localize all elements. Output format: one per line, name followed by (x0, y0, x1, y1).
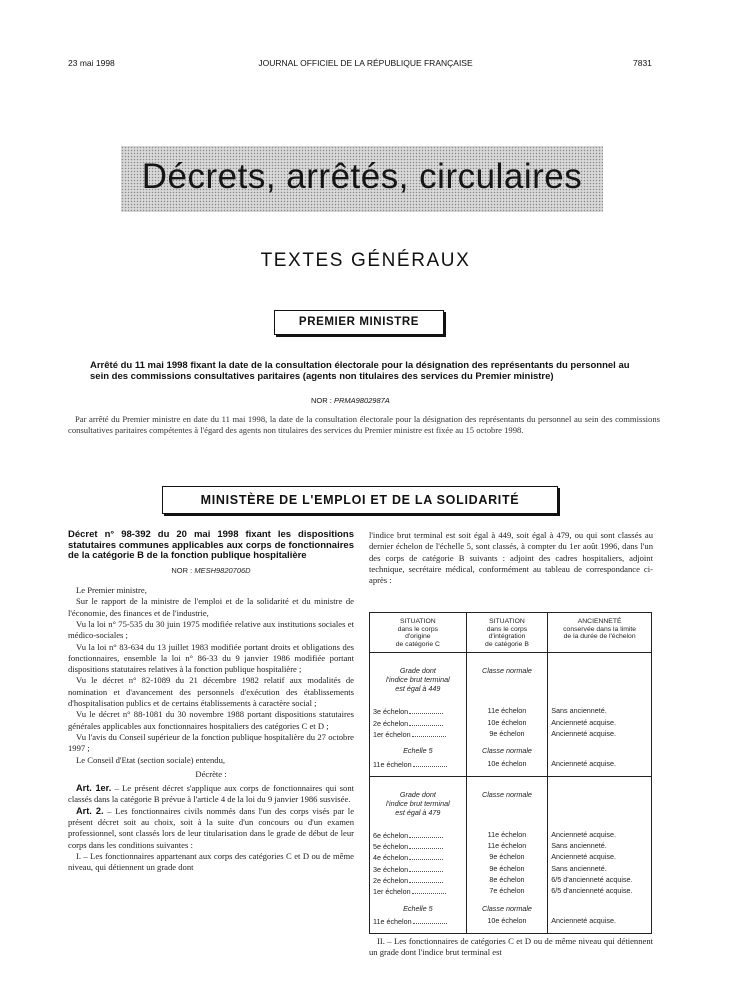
visa-paragraph: Vu la loi n° 83-634 du 13 juillet 1983 modifiée portant droits et obligations des fonctionnaires, ensemble la loi n° 86-33 du 9 janvier 1986 modifiée portant dispositions statutaires relatives à la fonction publique hospitalière ; (68, 641, 354, 675)
article-2-item-1: I. – Les fonctionnaires appartenant aux corps des catégories C et D ou de même niveau, qui détiennent un grade dont (68, 850, 354, 873)
group-subheading: Echelle 5 (370, 898, 467, 914)
article-1-text: – Le présent décret s'applique aux corps de fonctionnaires qui sont classés dans la catégorie B prévue à l'article 4 de la loi du 9 janvier 1986 susvisée. (68, 783, 355, 805)
table-cell: 9e échelon (466, 729, 548, 740)
right-column (369, 530, 653, 586)
table-cell: 4e échelon (373, 853, 409, 863)
correspondence-table (369, 612, 652, 934)
table-cell: 10e échelon (466, 914, 548, 934)
decret-nor-label: NOR : (171, 565, 193, 575)
table-cell: 2e échelon (373, 876, 409, 886)
decrete-line: Décrète : (195, 768, 227, 779)
visa-paragraph: Vu le décret n° 88-1081 du 30 novembre 1988 portant dispositions statutaires générales applicables aux fonctionnaires hospitaliers des catégories C et D ; (68, 709, 354, 731)
group-sub-classe: Classe normale (466, 898, 548, 914)
visa-paragraph: Vu le décret n° 82-1089 du 21 décembre 1982 relatif aux modalités de nomination et d'avancement des personnels d'exécution des établissements d'hospitalisation publics et de certains établissements à caractère social ; (68, 675, 354, 709)
table-cell: Sans ancienneté. (548, 706, 652, 717)
table-cell: 9e échelon (466, 852, 548, 863)
arrete-nor-code: PRMA9802987A (333, 396, 390, 405)
table-cell: Ancienneté acquise. (548, 718, 652, 729)
group-classe: Classe normale (466, 776, 548, 830)
table-cell: 6e échelon (373, 830, 409, 840)
left-column (68, 530, 354, 874)
table-cell: 5e échelon (373, 842, 409, 852)
table-cell: 1er échelon (373, 887, 411, 897)
group-subheading: Echelle 5 (370, 740, 467, 756)
table-cell: 7e échelon (466, 886, 548, 897)
header-date: 23 mai 1998 (68, 58, 115, 68)
decret-title: Décret n° 98-392 du 20 mai 1998 fixant les dispositions statutaires communes applicables aux corps de fonctionnaires de la catégorie B de la fonction publique hospitalière (68, 529, 354, 562)
table-cell: Ancienneté acquise. (548, 729, 652, 740)
table-row (370, 886, 652, 897)
header-page-number: 7831 (633, 58, 652, 68)
article-1-label: Art. 1er. (76, 783, 112, 794)
table-cell: Ancienneté acquise. (548, 852, 652, 863)
table-cell: Ancienneté acquise. (548, 830, 652, 841)
table-cell: Sans ancienneté. (548, 841, 652, 852)
table-cell: 6/5 d'ancienneté acquise. (548, 875, 652, 886)
table-cell: 3e échelon (373, 707, 409, 717)
article-2-text: – Les fonctionnaires civils nommés dans l'un des corps visés par le présent décret soit au choix, soit à la suite d'un concours ou d'un examen professionnel, sont classés lors de leur titularisation dans le grade de début de leur corps dans les conditions suivantes : (68, 805, 355, 850)
table-cell: 11e échelon (466, 706, 548, 717)
table-cell: 9e échelon (466, 864, 548, 875)
table-header: ANCIENNETÉ conservée dans la limite de la durée de l'échelon (548, 613, 652, 653)
table-cell: 8e échelon (466, 875, 548, 886)
table-row (370, 718, 652, 729)
table-row (370, 830, 652, 841)
right-intro: l'indice brut terminal est soit égal à 449, soit égal à 479, ou qui sont classés au dernier échelon de l'échelle 5, sont classés, à compter du 1er août 1996, dans l'un des corps de catégorie B suivants : adjoint des cadres hospitaliers, adjoint technique, secrétaire médical, conformément au tableau de correspondance ci-après : (369, 530, 653, 586)
table-cell: Ancienneté acquise. (548, 757, 652, 777)
group-classe: Classe normale (466, 653, 548, 707)
visa-paragraph: Le Conseil d'Etat (section sociale) entendu, (76, 754, 226, 765)
table-row (370, 729, 652, 740)
group-sub-classe: Classe normale (466, 740, 548, 756)
table-cell: 11e échelon (373, 916, 412, 926)
table-row (370, 757, 652, 777)
banner-title: Décrets, arrêtés, circulaires (141, 157, 583, 196)
table-header: SITUATION dans le corps d'origine de catégorie C (370, 613, 467, 653)
decret-nor-code: MESH9820706D (194, 565, 251, 575)
table-cell: 11e échelon (373, 759, 412, 769)
right-bottom (369, 936, 653, 959)
table-row (370, 841, 652, 852)
table-cell: Ancienneté acquise. (548, 914, 652, 934)
table-header: SITUATION dans le corps d'intégration de catégorie B (466, 613, 548, 653)
table-cell: Sans ancienneté. (548, 864, 652, 875)
table-cell: 2e échelon (373, 718, 409, 728)
table-row (370, 914, 652, 934)
header-journal-title: JOURNAL OFFICIEL DE LA RÉPUBLIQUE FRANÇAISE (258, 58, 473, 68)
table-cell: 1er échelon (373, 729, 411, 739)
article-1 (68, 783, 354, 806)
table-row (370, 852, 652, 863)
arrete-nor (311, 396, 390, 405)
section-title: TEXTES GÉNÉRAUX (260, 250, 471, 271)
group-heading: Grade dont l'indice brut terminal est égal à 449 (370, 653, 467, 707)
correspondence-table-wrap (369, 612, 652, 934)
arrete-body: Par arrêté du Premier ministre en date du 11 mai 1998, la date de la consultation électorale pour la désignation des représentants du personnel au sein des commissions consultatives paritaires compétentes à l'égard des agents non titulaires des services du Premier ministre est fixée au 15 octobre 1998. (68, 414, 660, 436)
table-cell: 3e échelon (373, 864, 409, 874)
decret-nor (68, 565, 354, 576)
visa-paragraph: Vu l'avis du Conseil supérieur de la fonction publique hospitalière du 27 octobre 1997 ; (68, 731, 354, 754)
article-2-item-2: II. – Les fonctionnaires de catégories C et D ou de même niveau qui détiennent un grade dont l'indice brut terminal est (369, 936, 653, 958)
table-row (370, 864, 652, 875)
visa-paragraph: Sur le rapport de la ministre de l'emploi et de la solidarité et du ministre de l'économie, des finances et de l'industrie, (68, 596, 354, 618)
visa-paragraph: Le Premier ministre, (76, 585, 147, 596)
table-cell: 10e échelon (466, 718, 548, 729)
article-2 (68, 806, 354, 851)
ministere-heading: MINISTÈRE DE L'EMPLOI ET DE LA SOLIDARITÉ (162, 486, 558, 514)
premier-ministre-heading: PREMIER MINISTRE (274, 310, 444, 335)
table-cell: 11e échelon (466, 830, 548, 841)
arrete-nor-label: NOR : (311, 396, 332, 405)
table-row (370, 706, 652, 717)
table-cell: 10e échelon (466, 757, 548, 777)
group-heading: Grade dont l'indice brut terminal est égal à 479 (370, 776, 467, 830)
table-cell: 6/5 d'ancienneté acquise. (548, 886, 652, 897)
article-2-label: Art. 2. (76, 805, 104, 816)
table-row (370, 875, 652, 886)
arrete-title: Arrêté du 11 mai 1998 fixant la date de la consultation électorale pour la désignation des représentants du personnel au sein des commissions consultatives paritaires (agents non titulaires des services du Premier ministre) (90, 360, 630, 382)
visa-paragraph: Vu la loi n° 75-535 du 30 juin 1975 modifiée relative aux institutions sociales et médico-sociales ; (68, 618, 354, 641)
table-cell: 11e échelon (466, 841, 548, 852)
